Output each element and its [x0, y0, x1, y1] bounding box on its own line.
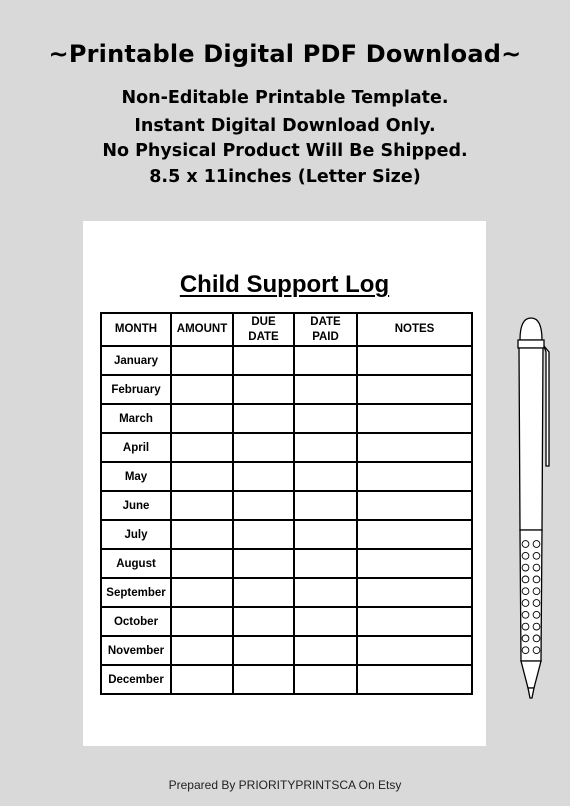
- due-date-cell: [233, 346, 294, 375]
- pen-grip-dot: [533, 564, 540, 571]
- due-date-cell: [233, 665, 294, 694]
- amount-cell: [171, 549, 233, 578]
- month-row: [101, 578, 472, 607]
- notes-cell: [357, 375, 472, 404]
- month-row: [101, 665, 472, 694]
- notes-cell: [357, 462, 472, 491]
- date-paid-cell: [294, 462, 357, 491]
- pen-grip-dot: [533, 600, 540, 607]
- notes-cell: [357, 607, 472, 636]
- pen-grip-dot: [522, 600, 529, 607]
- amount-cell: [171, 375, 233, 404]
- footer-credit: Prepared By PRIORITYPRINTSCA On Etsy: [168, 778, 402, 792]
- pen-grip-dot: [522, 564, 529, 571]
- column-header-due-date: DUE DATE: [233, 313, 294, 346]
- month-cell: January: [101, 346, 171, 375]
- pen-grip-dot: [533, 635, 540, 642]
- month-row: [101, 404, 472, 433]
- column-header-amount: AMOUNT: [171, 313, 233, 346]
- pen-grip-dot: [533, 611, 540, 618]
- amount-cell: [171, 607, 233, 636]
- due-date-cell: [233, 404, 294, 433]
- notes-cell: [357, 346, 472, 375]
- amount-cell: [171, 636, 233, 665]
- amount-cell: [171, 346, 233, 375]
- month-row: [101, 462, 472, 491]
- notes-cell: [357, 520, 472, 549]
- month-cell: July: [101, 520, 171, 549]
- subline-1: Non-Editable Printable Template.: [121, 88, 449, 108]
- log-sheet: [83, 221, 486, 746]
- due-date-cell: [233, 549, 294, 578]
- pen-grip-dot: [533, 541, 540, 548]
- pen-grip-dot: [522, 552, 529, 559]
- month-row: [101, 549, 472, 578]
- month-cell: March: [101, 404, 171, 433]
- pen-grip-dot: [533, 623, 540, 630]
- subline-3: No Physical Product Will Be Shipped.: [102, 141, 468, 161]
- month-row: [101, 433, 472, 462]
- amount-cell: [171, 462, 233, 491]
- month-cell: June: [101, 491, 171, 520]
- month-row: [101, 375, 472, 404]
- month-row: [101, 636, 472, 665]
- header-row: [101, 313, 472, 346]
- pen-grip-dot: [522, 576, 529, 583]
- date-paid-cell: [294, 520, 357, 549]
- month-row: [101, 520, 472, 549]
- month-cell: August: [101, 549, 171, 578]
- month-cell: May: [101, 462, 171, 491]
- notes-cell: [357, 665, 472, 694]
- column-header-month: MONTH: [101, 313, 171, 346]
- date-paid-cell: [294, 491, 357, 520]
- column-header-date-paid: DATE PAID: [294, 313, 357, 346]
- due-date-cell: [233, 578, 294, 607]
- pen-grip-dot: [533, 588, 540, 595]
- date-paid-cell: [294, 404, 357, 433]
- date-paid-cell: [294, 607, 357, 636]
- month-cell: February: [101, 375, 171, 404]
- month-row: [101, 491, 472, 520]
- due-date-cell: [233, 607, 294, 636]
- notes-cell: [357, 491, 472, 520]
- amount-cell: [171, 665, 233, 694]
- amount-cell: [171, 520, 233, 549]
- month-cell: December: [101, 665, 171, 694]
- amount-cell: [171, 433, 233, 462]
- month-cell: October: [101, 607, 171, 636]
- due-date-cell: [233, 462, 294, 491]
- column-header-notes: NOTES: [357, 313, 472, 346]
- month-cell: September: [101, 578, 171, 607]
- notes-cell: [357, 549, 472, 578]
- date-paid-cell: [294, 549, 357, 578]
- notes-cell: [357, 578, 472, 607]
- due-date-cell: [233, 375, 294, 404]
- month-cell: November: [101, 636, 171, 665]
- month-row: [101, 607, 472, 636]
- pen-grip-dot: [522, 541, 529, 548]
- date-paid-cell: [294, 636, 357, 665]
- amount-cell: [171, 578, 233, 607]
- pen-grip-dot: [533, 576, 540, 583]
- amount-cell: [171, 491, 233, 520]
- due-date-cell: [233, 491, 294, 520]
- pen-grip-dot: [522, 635, 529, 642]
- notes-cell: [357, 404, 472, 433]
- subline-2: Instant Digital Download Only.: [134, 116, 436, 136]
- log-table: [100, 312, 473, 695]
- pen-grip-dot: [522, 623, 529, 630]
- notes-cell: [357, 636, 472, 665]
- date-paid-cell: [294, 578, 357, 607]
- pen-grip-dot: [533, 647, 540, 654]
- date-paid-cell: [294, 375, 357, 404]
- pen-grip-dot: [522, 647, 529, 654]
- pen-grip-dot: [522, 588, 529, 595]
- headline: ~Printable Digital PDF Download~: [48, 40, 522, 68]
- month-cell: April: [101, 433, 171, 462]
- pen-grip-dot: [533, 552, 540, 559]
- due-date-cell: [233, 433, 294, 462]
- date-paid-cell: [294, 346, 357, 375]
- date-paid-cell: [294, 433, 357, 462]
- due-date-cell: [233, 520, 294, 549]
- pen-icon: [510, 316, 552, 702]
- pen-grip-dot: [522, 611, 529, 618]
- date-paid-cell: [294, 665, 357, 694]
- subline-4: 8.5 x 11inches (Letter Size): [149, 167, 421, 187]
- due-date-cell: [233, 636, 294, 665]
- notes-cell: [357, 433, 472, 462]
- amount-cell: [171, 404, 233, 433]
- month-row: [101, 346, 472, 375]
- sheet-title: Child Support Log: [179, 271, 390, 298]
